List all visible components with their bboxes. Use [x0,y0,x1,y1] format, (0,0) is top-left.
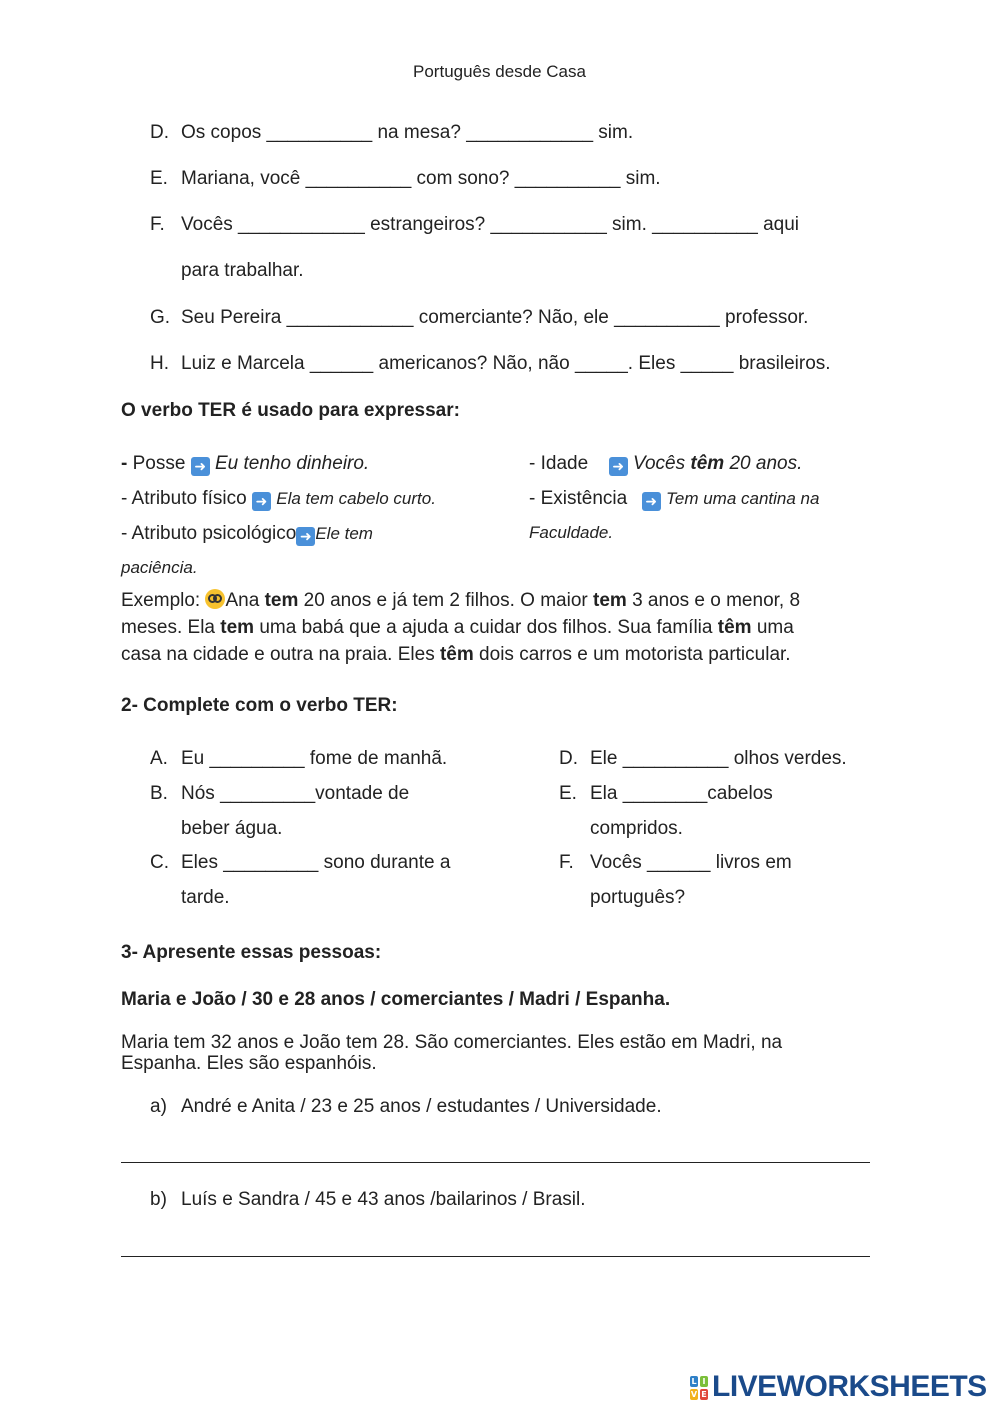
right-arrow-icon: ➜ [609,457,628,476]
use-label: - Atributo psicológico [121,523,297,544]
list-item [150,306,808,330]
list-item: E. Ela ________cabelos [559,783,773,804]
use-example: Ela tem cabelo curto. [276,489,436,508]
item-text: Os copos __________ na mesa? ____________ sim. [181,122,634,143]
item-continuation: tarde. [181,887,230,908]
use-example-continuation: paciência. [121,558,198,577]
list-item: b) Luís e Sandra / 45 e 43 anos /bailarinos / Brasil. [150,1189,586,1210]
model-prompt: Maria e João / 30 e 28 anos / comerciantes / Madri / Espanha. [121,989,671,1010]
logo-text: LIVEWORKSHEETS [712,1370,987,1403]
use-label: Posse [132,453,186,474]
list-item: D. Ele __________ olhos verdes. [559,748,847,769]
section-heading-ex3: 3- Apresente essas pessoas: [121,942,382,963]
use-example: Eu tenho dinheiro. [214,453,370,474]
section-heading-ex2: 2- Complete com o verbo TER: [121,695,398,716]
use-example: Ele tem [315,524,373,543]
right-arrow-icon: ➜ [642,492,661,511]
section-heading-ter: O verbo TER é usado para expressar: [121,400,460,421]
item-letter: D. [150,122,169,143]
right-arrow-icon: ➜ [296,527,315,546]
item-continuation: beber água. [181,818,283,839]
answer-line[interactable] [121,1162,870,1163]
item-text: Luiz e Marcela ______ americanos? Não, não _____. Eles _____ brasileiros. [181,353,831,374]
list-item [150,167,661,191]
use-posse [121,452,369,476]
use-label: - Idade [529,453,589,474]
nerd-face-icon [205,589,225,609]
use-existencia [529,487,819,511]
right-arrow-icon: ➜ [191,457,210,476]
use-example-continuation: Faculdade. [529,523,614,542]
item-letter: G. [150,307,171,328]
answer-line[interactable] [121,1256,870,1257]
item-continuation: para trabalhar. [181,260,304,281]
page-header: Português desde Casa [413,62,586,81]
list-item: C. Eles _________ sono durante a [150,852,451,873]
right-arrow-icon: ➜ [252,492,271,511]
use-label: - Atributo físico [121,488,247,509]
list-item [150,213,799,237]
list-item: F. Vocês ______ livros em [559,852,792,873]
item-text: Vocês ____________ estrangeiros? ___________ sim. __________ aqui [181,214,800,235]
list-item [150,121,633,145]
use-example: Tem uma cantina na [666,489,820,508]
use-label: - Existência [529,488,628,509]
item-continuation: português? [590,887,686,908]
use-atributo-psicologico [121,522,373,546]
use-example: Vocês têm 20 anos. [633,453,803,474]
item-text: Seu Pereira ____________ comerciante? Não, ele __________ professor. [181,307,809,328]
item-letter: F. [150,214,165,235]
list-item: B. Nós _________vontade de [150,783,410,804]
use-idade [529,452,802,476]
example-paragraph: Exemplo: Ana tem 20 anos e já tem 2 filhos. O maior tem 3 anos e o menor, 8 meses. Ela tem uma babá que a ajuda a cuidar dos filhos. Sua família têm uma casa na cidade e outra na praia. Eles têm dois carros e um motorista particular. [121,590,801,665]
item-letter: E. [150,168,168,189]
item-text: Mariana, você __________ com sono? __________ sim. [181,168,661,189]
item-continuation: compridos. [590,818,683,839]
list-item: a) André e Anita / 23 e 25 anos / estudantes / Universidade. [150,1096,662,1117]
dash: - [121,453,128,474]
list-item [150,352,831,376]
use-atributo-fisico [121,487,436,511]
model-answer: Maria tem 32 anos e João tem 28. São comerciantes. Eles estão em Madri, na Espanha. Eles são espanhóis. [121,1032,783,1074]
logo-mark-icon: L I V E [690,1377,707,1399]
item-letter: H. [150,353,169,374]
list-item: A. Eu _________ fome de manhã. [150,748,448,769]
